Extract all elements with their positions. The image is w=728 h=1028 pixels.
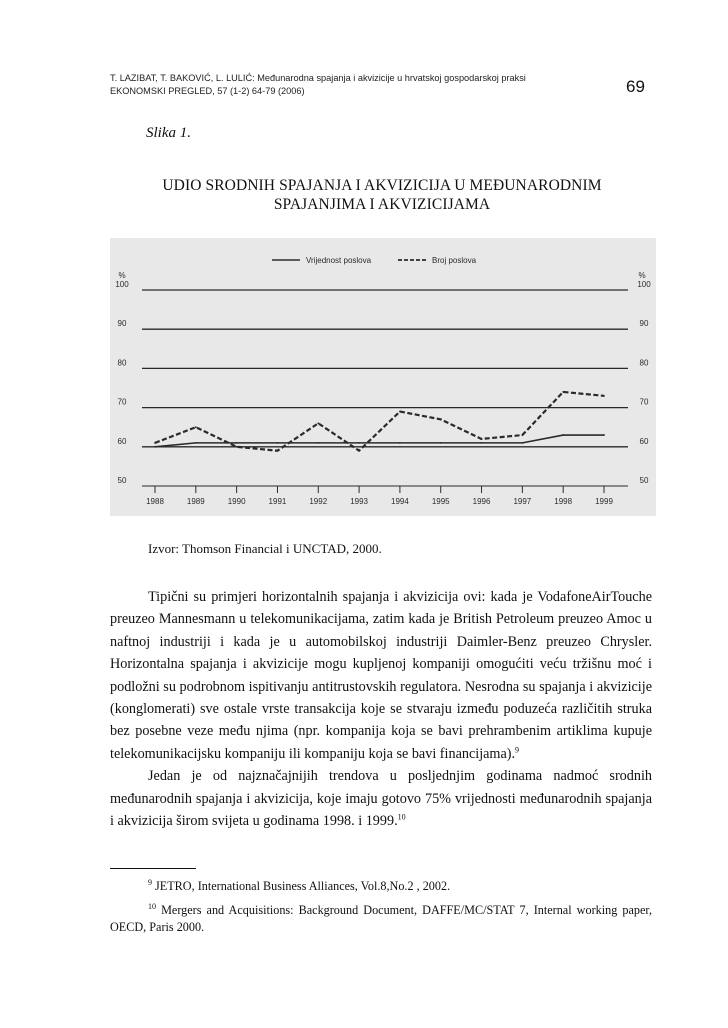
header-journal: EKONOMSKI PREGLED, 57 (1-2) 64-79 (2006)	[110, 86, 305, 96]
data-point-broj-1995	[440, 418, 442, 420]
x-tick-label-1991: 1991	[268, 497, 287, 506]
paragraph-1-text: Tipični su primjeri horizontalnih spajanja i akvizicija ovi: kada je VodafoneAirTouche preuzeo Mannesmann u telekomunikacijama, zatim kada je British Petroleum preuzeo Amoc u naftnoj industriji i kada je u automobilskoj industriji Daimler-Benz preuzeo Chrysler. Horizontalna spajanja i akvizicije mogu kupljenoj kompaniji omogućiti veću tržišnu moć i podložni su podrobnom ispitivanju antitrustovskih regulatora. Nesrodna su spajanja i akvizicije (konglomerati) sve ostale vrste transakcija koje se stvaraju između poduzeća različitih struka bez posebne veze među njima (npr. kompanija koja se bavi prehrambenim artiklima kupuje telekomunikacijsku kompaniju ili kompaniju koja se bavi financijama).	[110, 589, 652, 762]
data-point-vrijednost-1990	[236, 442, 238, 444]
footnote-9	[110, 878, 652, 895]
data-point-vrijednost-1988	[154, 446, 156, 448]
data-point-vrijednost-1996	[481, 442, 483, 444]
y-tick-right-80: 80	[639, 358, 649, 368]
legend-label-broj: Broj poslova	[432, 256, 477, 265]
x-tick-label-1992: 1992	[309, 497, 328, 506]
y-unit-right: %	[638, 271, 646, 280]
y-tick-left-80: 80	[117, 358, 127, 368]
x-tick-label-1989: 1989	[186, 497, 205, 506]
chart-background	[110, 238, 656, 516]
page-number: 69	[626, 77, 645, 96]
footnote-9-text: JETRO, International Business Alliances, Vol.8,No.2 , 2002.	[155, 879, 451, 893]
footnote-10-number: 10	[148, 901, 156, 911]
data-point-vrijednost-1992	[317, 442, 319, 444]
figure-title-line2: SPAJANJIMA I AKVIZICIJAMA	[273, 196, 491, 213]
y-tick-left-50: 50	[117, 476, 127, 485]
x-tick-label-1998: 1998	[554, 497, 573, 506]
data-point-broj-1993	[358, 450, 360, 452]
data-point-vrijednost-1994	[399, 442, 401, 444]
data-point-broj-1999	[603, 395, 605, 397]
body-text	[110, 586, 652, 832]
data-point-broj-1990	[236, 446, 238, 448]
figure-source: Izvor: Thomson Financial i UNCTAD, 2000.	[148, 541, 382, 556]
x-tick-label-1995: 1995	[431, 497, 450, 506]
y-tick-right-90: 90	[639, 319, 649, 329]
y-tick-right-50: 50	[639, 476, 649, 485]
running-header	[110, 72, 560, 98]
data-point-broj-1992	[317, 422, 319, 424]
line-chart	[110, 238, 656, 516]
footnote-ref-10[interactable]: 10	[397, 812, 406, 822]
data-point-vrijednost-1998	[562, 434, 564, 436]
y-tick-right-60: 60	[639, 436, 649, 446]
footnote-10-text: Mergers and Acquisitions: Background Document, DAFFE/MC/STAT 7, Internal working paper, OECD, Paris 2000.	[110, 903, 652, 934]
data-point-vrijednost-1993	[358, 442, 360, 444]
data-point-vrijednost-1995	[440, 442, 442, 444]
paragraph-2-text: Jedan je od najznačajnijih trendova u posljednjim godinama nadmoć srodnih međunarodnih spajanja i akvizicija, koje imaju gotovo 75% vrijednosti međunarodnih spajanja i akvizicija širom svijeta u godinama 1998. i 1999.	[110, 768, 652, 830]
x-tick-label-1994: 1994	[391, 497, 409, 506]
figure-title	[112, 176, 652, 214]
legend-label-vrijednost: Vrijednost poslova	[306, 256, 372, 265]
figure-title-line1: UDIO SRODNIH SPAJANJA I AKVIZICIJA U MEĐUNARODNIM	[162, 177, 602, 194]
y-tick-left-100: 100	[115, 280, 129, 289]
data-point-broj-1998	[562, 391, 564, 393]
x-tick-label-1990: 1990	[227, 497, 246, 506]
x-tick-label-1993: 1993	[350, 497, 368, 506]
data-point-broj-1991	[277, 450, 279, 452]
x-tick-label-1997: 1997	[513, 497, 532, 506]
y-tick-right-100: 100	[637, 280, 651, 289]
data-point-vrijednost-1997	[521, 442, 523, 444]
footnote-ref-9[interactable]: 9	[515, 745, 520, 755]
data-point-vrijednost-1999	[603, 434, 605, 436]
data-point-broj-1988	[154, 442, 156, 444]
y-tick-left-90: 90	[117, 319, 127, 329]
data-point-broj-1997	[521, 434, 523, 436]
data-point-vrijednost-1989	[195, 442, 197, 444]
paragraph-1	[110, 586, 652, 765]
y-tick-left-70: 70	[117, 397, 127, 407]
data-point-broj-1994	[399, 411, 401, 413]
x-tick-label-1999: 1999	[595, 497, 613, 506]
x-tick-label-1996: 1996	[472, 497, 491, 506]
footnote-separator	[110, 868, 196, 869]
paragraph-2	[110, 765, 652, 832]
figure-label: Slika 1.	[146, 125, 191, 141]
y-unit-left: %	[118, 271, 126, 280]
y-tick-left-60: 60	[117, 436, 127, 446]
data-point-vrijednost-1991	[277, 442, 279, 444]
data-point-broj-1996	[481, 438, 483, 440]
y-tick-right-70: 70	[639, 397, 649, 407]
x-tick-label-1988: 1988	[146, 497, 164, 506]
header-authors: T. LAZIBAT, T. BAKOVIĆ, L. LULIĆ: Međunarodna spajanja i akvizicije u hrvatskoj gospodarskoj praksi	[110, 73, 526, 83]
footnote-10	[110, 902, 652, 936]
footnote-9-number: 9	[148, 877, 152, 887]
data-point-broj-1989	[195, 426, 197, 428]
